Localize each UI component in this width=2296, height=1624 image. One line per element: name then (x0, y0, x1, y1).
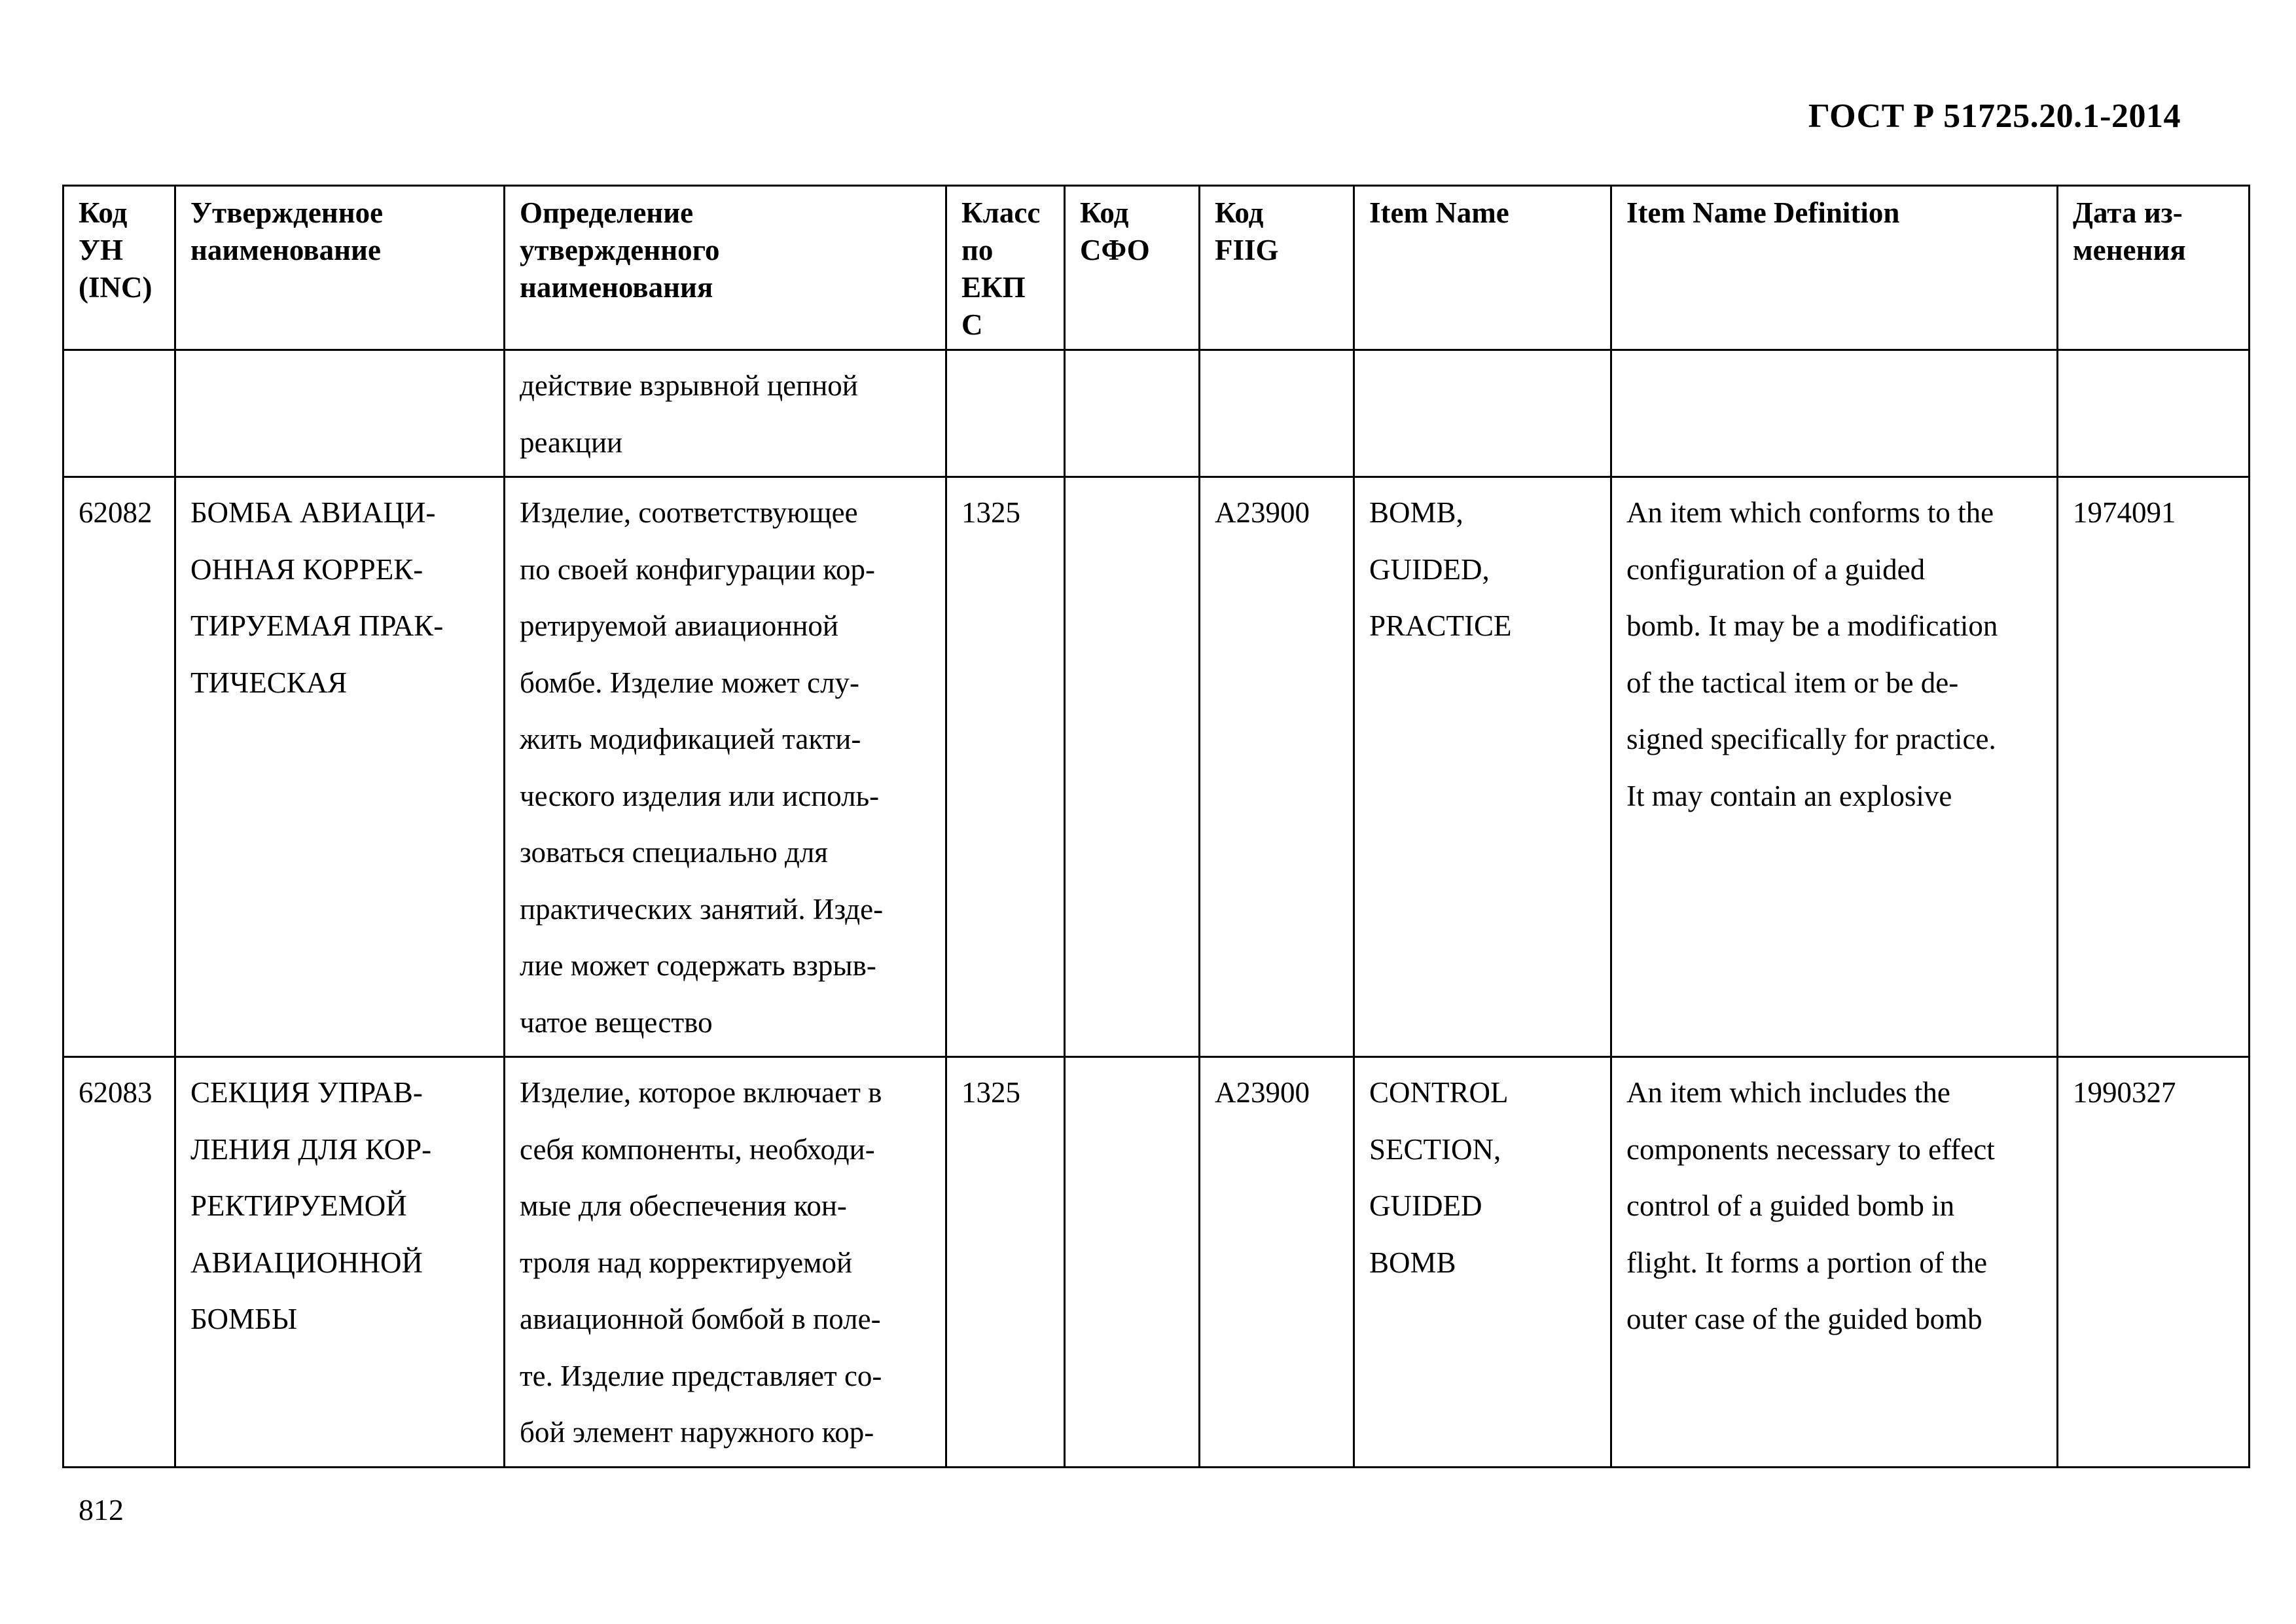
cell-line: практических занятий. Изде- (520, 892, 884, 926)
header-line: Класс (961, 196, 1041, 229)
fiig-code-cell (1200, 1057, 1354, 1468)
item-name-cell (1354, 350, 1611, 477)
cell-line: BOMB (1369, 1246, 1456, 1279)
table-row (63, 350, 2250, 477)
cell-line: реакции (520, 425, 623, 459)
change-date-cell (2058, 477, 2250, 1057)
change-date-cell (2058, 1057, 2250, 1468)
header-line: ЕКП (961, 271, 1026, 304)
header-fiig-code (1200, 186, 1354, 350)
cell-line: 62082 (79, 496, 152, 529)
class-cell (946, 350, 1065, 477)
cell-line: зоваться специально для (520, 836, 829, 869)
cell-line: 1974091 (2073, 496, 2176, 529)
cell-line: BOMB, (1369, 496, 1463, 529)
header-line: Item Name Definition (1626, 196, 1900, 229)
header-item-name-definition (1611, 186, 2058, 350)
cell-line: An item which includes the (1626, 1076, 1950, 1109)
cell-line: СЕКЦИЯ УПРАВ- (190, 1076, 423, 1109)
sfo-code-cell (1065, 350, 1200, 477)
cell-line: outer case of the guided bomb (1626, 1303, 1982, 1335)
cell-line: 1325 (961, 496, 1020, 529)
fiig-code-cell (1200, 350, 1354, 477)
table-row (63, 477, 2250, 1057)
cell-line: bomb. It may be a modification (1626, 609, 1998, 642)
cell-line: бой элемент наружного кор- (520, 1416, 874, 1449)
header-line: УН (79, 234, 124, 266)
header-line: наименования (520, 271, 713, 304)
cell-line: по своей конфигурации кор- (520, 552, 875, 586)
class-cell (946, 1057, 1065, 1468)
cell-line: PRACTICE (1369, 609, 1512, 642)
header-line: FIIG (1215, 234, 1279, 266)
sfo-code-cell (1065, 477, 1200, 1057)
table-body (63, 350, 2250, 1468)
approved-name-cell (175, 350, 505, 477)
approved-name-cell (175, 1057, 505, 1468)
fiig-code-cell (1200, 477, 1354, 1057)
cell-line: ТИЧЕСКАЯ (190, 666, 348, 699)
definition-cell (505, 350, 946, 477)
cell-line: БОМБА АВИАЦИ- (190, 496, 436, 529)
header-line: (INC) (79, 271, 152, 304)
cell-line: жить модификацией такти- (520, 723, 861, 755)
header-line: Код (1215, 196, 1264, 229)
header-line: С (961, 308, 983, 341)
header-line: Утвержденное (190, 196, 384, 229)
header-line: Дата из- (2073, 196, 2183, 229)
cell-line: Изделие, соответствующее (520, 496, 858, 529)
cell-line: of the tactical item or be de- (1626, 666, 1959, 699)
header-line: менения (2073, 234, 2186, 266)
sfo-code-cell (1065, 1057, 1200, 1468)
cell-line: мые для обеспечения кон- (520, 1189, 847, 1222)
cell-line: чатое вещество (520, 1005, 713, 1039)
header-line: Код (79, 196, 128, 229)
item-name-cell (1354, 1057, 1611, 1468)
cell-line: ческого изделия или исполь- (520, 779, 880, 812)
cell-line: БОМБЫ (190, 1303, 298, 1335)
cell-line: flight. It forms a portion of the (1626, 1246, 1988, 1279)
cell-line: configuration of a guided (1626, 552, 1926, 586)
cell-line: control of a guided bomb in (1626, 1189, 1955, 1222)
cell-line: АВИАЦИОННОЙ (190, 1246, 423, 1279)
cell-line: It may contain an explosive (1626, 779, 1952, 812)
table-header-row (63, 186, 2250, 350)
definition-cell (505, 477, 946, 1057)
cell-line: троля над корректируемой (520, 1246, 853, 1279)
inc-cell (63, 1057, 175, 1468)
cell-line: ЛЕНИЯ ДЛЯ КОР- (190, 1132, 432, 1166)
cell-line: An item which conforms to the (1626, 496, 1994, 529)
header-line: СФО (1080, 234, 1150, 266)
cell-line: бомбе. Изделие может слу- (520, 666, 860, 699)
cell-line: GUIDED (1369, 1189, 1482, 1222)
header-item-name (1354, 186, 1611, 350)
cell-line: ОННАЯ КОРРЕК- (190, 552, 423, 586)
cell-line: SECTION, (1369, 1132, 1501, 1166)
approved-name-cell (175, 477, 505, 1057)
table-row (63, 1057, 2250, 1468)
header-line: по (961, 234, 994, 266)
item-name-definition-cell (1611, 350, 2058, 477)
cell-line: signed specifically for practice. (1626, 723, 1996, 755)
cell-line: авиационной бомбой в поле- (520, 1303, 881, 1335)
cell-line: GUIDED, (1369, 552, 1490, 586)
cell-line: РЕКТИРУЕМОЙ (190, 1189, 407, 1222)
item-name-definition-cell (1611, 477, 2058, 1057)
cell-line: лие может содержать взрыв- (520, 949, 876, 982)
class-cell (946, 477, 1065, 1057)
cell-line: ТИРУЕМАЯ ПРАК- (190, 609, 444, 642)
cell-line: те. Изделие представляет со- (520, 1359, 882, 1392)
cell-line: 1325 (961, 1076, 1020, 1109)
document-code: ГОСТ Р 51725.20.1-2014 (1808, 98, 2181, 135)
header-line: утвержденного (520, 234, 720, 266)
cell-line: A23900 (1215, 496, 1310, 529)
inc-cell (63, 350, 175, 477)
item-name-definition-cell (1611, 1057, 2058, 1468)
cell-line: 1990327 (2073, 1076, 2176, 1109)
cell-line: 62083 (79, 1076, 152, 1109)
cell-line: CONTROL (1369, 1076, 1509, 1109)
change-date-cell (2058, 350, 2250, 477)
header-sfo-code (1065, 186, 1200, 350)
cell-line: A23900 (1215, 1076, 1310, 1109)
items-table (62, 185, 2250, 1468)
header-approved-name (175, 186, 505, 350)
cell-line: себя компоненты, необходи- (520, 1132, 875, 1166)
inc-cell (63, 477, 175, 1057)
definition-cell (505, 1057, 946, 1468)
header-change-date (2058, 186, 2250, 350)
header-class (946, 186, 1065, 350)
page-number: 812 (79, 1493, 124, 1526)
cell-line: components necessary to effect (1626, 1132, 1995, 1166)
cell-line: Изделие, которое включает в (520, 1076, 882, 1109)
item-name-cell (1354, 477, 1611, 1057)
header-inc (63, 186, 175, 350)
header-line: Item Name (1369, 196, 1509, 229)
cell-line: ретируемой авиационной (520, 609, 839, 642)
header-definition (505, 186, 946, 350)
header-line: Определение (520, 196, 694, 229)
header-line: наименование (190, 234, 381, 266)
cell-line: действие взрывной цепной (520, 369, 858, 402)
header-line: Код (1080, 196, 1129, 229)
